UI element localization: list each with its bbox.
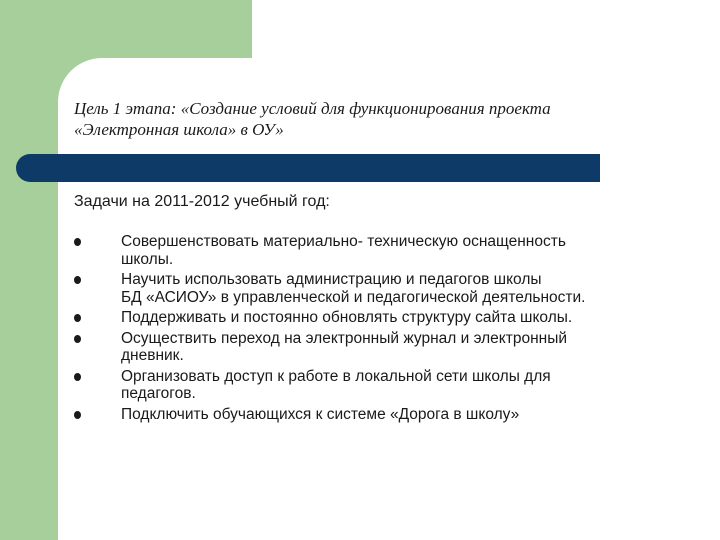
bullet-icon	[74, 330, 121, 347]
list-item	[74, 309, 694, 327]
tasks-heading: Задачи на 2011-2012 учебный год:	[74, 193, 330, 210]
task-list	[74, 233, 694, 426]
bullet-icon	[74, 271, 121, 288]
list-item	[74, 271, 694, 306]
list-item	[74, 233, 694, 268]
bullet-icon	[74, 233, 121, 250]
list-item-text: Организовать доступ к работе в локальной сети школы для педагогов.	[121, 367, 551, 402]
bullet-icon	[74, 309, 121, 326]
list-item	[74, 330, 694, 365]
list-item-text: Научить использовать администрацию и педагогов школы БД «АСИОУ» в управленческой и педагогической деятельности.	[121, 271, 586, 306]
decorative-blue-divider	[16, 154, 600, 182]
bullet-icon	[74, 368, 121, 385]
slide-title	[74, 98, 674, 140]
slide-title-line-2: «Электронная школа» в ОУ»	[74, 120, 284, 139]
decorative-green-sidebar	[0, 0, 58, 540]
bullet-icon	[74, 406, 121, 423]
list-item-text: Осуществить переход на электронный журнал и электронный дневник.	[121, 329, 568, 364]
slide-title-line-1: Цель 1 этапа: «Создание условий для функционирования проекта	[74, 99, 551, 118]
list-item-text: Поддерживать и постоянно обновлять структуру сайта школы.	[121, 309, 573, 326]
list-item	[74, 406, 694, 424]
list-item	[74, 368, 694, 403]
list-item-text: Подключить обучающихся к системе «Дорога в школу»	[121, 405, 520, 423]
list-item-text: Совершенствовать материально- техническую оснащенность школы.	[121, 233, 566, 268]
